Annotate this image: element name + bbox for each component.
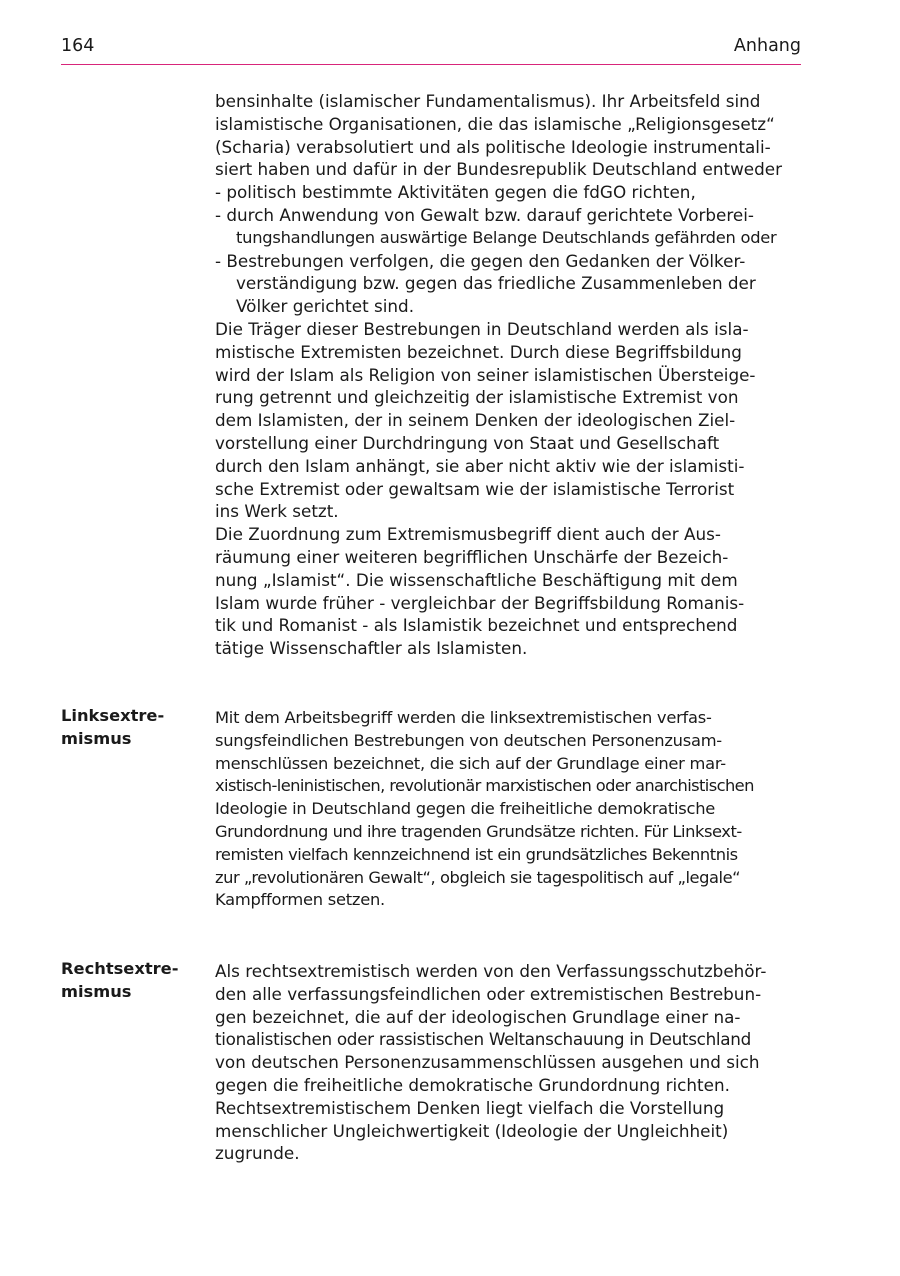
list-item-continuation: Völker gerichtet sind.: [236, 296, 415, 317]
text-line: Als rechtsextremistisch werden von den Verfassungsschutzbehör-: [215, 961, 767, 981]
text-line: Kampfformen setzen.: [215, 890, 385, 910]
intro-text: [215, 90, 815, 660]
list-item: - durch Anwendung von Gewalt bzw. darauf gerichtete Vorberei-: [215, 204, 754, 225]
text-line: tätige Wissenschaftler als Islamisten.: [215, 638, 528, 659]
definition-linksextremismus: [215, 707, 815, 912]
text-line: durch den Islam anhängt, sie aber nicht aktiv wie der islamisti-: [215, 455, 745, 476]
text-line: menschlüssen bezeichnet, die sich auf der Grundlage einer mar-: [215, 753, 726, 773]
list-item: - politisch bestimmte Aktivitäten gegen die fdGO richten,: [215, 182, 696, 203]
text-line: menschlicher Ungleichwertigkeit (Ideologie der Ungleichheit): [215, 1120, 729, 1141]
definition-rechtsextremismus: [215, 960, 815, 1165]
text-line: remisten vielfach kennzeichnend ist ein grundsätzliches Bekenntnis: [215, 844, 738, 864]
page-header: [61, 36, 801, 65]
text-line: rung getrennt und gleichzeitig der islamistische Extremist von: [215, 387, 739, 408]
list-item-continuation: verständigung bzw. gegen das friedliche Zusammenleben der: [236, 273, 756, 294]
text-line: nung „Islamist“. Die wissenschaftliche Beschäftigung mit dem: [215, 569, 738, 590]
text-line: Rechtsextremistischem Denken liegt vielfach die Vorstellung: [215, 1097, 725, 1118]
text-line: bensinhalte (islamischer Fundamentalismus). Ihr Arbeitsfeld sind: [215, 91, 761, 111]
text-line: zur „revolutionären Gewalt“, obgleich sie tagespolitisch auf „legale“: [215, 867, 741, 887]
text-line: Islam wurde früher - vergleichbar der Begriffsbildung Romanis-: [215, 592, 745, 613]
text-line: Die Zuordnung zum Extremismusbegriff dient auch der Aus-: [215, 524, 721, 545]
term-line: Linksextre-: [61, 706, 165, 725]
text-line: gegen die freiheitliche demokratische Grundordnung richten.: [215, 1074, 730, 1095]
text-line: xistisch-leninistischen, revolutionär marxistischen oder anarchistischen: [215, 776, 754, 796]
text-line: tionalistischen oder rassistischen Weltanschauung in Deutschland: [215, 1029, 751, 1050]
text-line: Mit dem Arbeitsbegriff werden die linksextremistischen verfas-: [215, 708, 712, 727]
text-line: Die Träger dieser Bestrebungen in Deutschland werden als isla-: [215, 318, 749, 339]
page-number: 164: [61, 36, 95, 56]
text-line: siert haben und dafür in der Bundesrepublik Deutschland entweder: [215, 159, 782, 180]
text-line: sungsfeindlichen Bestrebungen von deutschen Personenzusam-: [215, 730, 722, 750]
list-item: - Bestrebungen verfolgen, die gegen den Gedanken der Völker-: [215, 250, 746, 271]
term-line: Rechtsextre-: [61, 959, 179, 978]
text-line: (Scharia) verabsolutiert und als politische Ideologie instrumentali-: [215, 136, 771, 157]
text-line: ins Werk setzt.: [215, 501, 339, 522]
text-line: räumung einer weiteren begrifflichen Unschärfe der Bezeich-: [215, 546, 729, 567]
list-item-continuation: tungshandlungen auswärtige Belange Deutschlands gefährden oder: [236, 227, 777, 247]
text-line: den alle verfassungsfeindlichen oder extremistischen Bestrebun-: [215, 983, 762, 1004]
term-linksextremismus: [61, 705, 164, 750]
text-line: gen bezeichnet, die auf der ideologischen Grundlage einer na-: [215, 1006, 741, 1027]
text-line: vorstellung einer Durchdringung von Staat und Gesellschaft: [215, 432, 720, 453]
text-line: von deutschen Personenzusammenschlüssen ausgehen und sich: [215, 1052, 760, 1073]
text-line: tik und Romanist - als Islamistik bezeichnet und entsprechend: [215, 615, 738, 636]
term-line: mismus: [61, 981, 132, 1001]
text-line: Grundordnung und ihre tragenden Grundsätze richten. Für Linksext-: [215, 821, 742, 841]
text-line: wird der Islam als Religion von seiner islamistischen Übersteige-: [215, 364, 756, 385]
text-line: mistische Extremisten bezeichnet. Durch diese Begriffsbildung: [215, 341, 742, 362]
text-line: sche Extremist oder gewaltsam wie der islamistische Terrorist: [215, 478, 735, 499]
text-line: islamistische Organisationen, die das islamische „Religionsgesetz“: [215, 113, 775, 134]
text-line: dem Islamisten, der in seinem Denken der ideologischen Ziel-: [215, 410, 736, 431]
term-line: mismus: [61, 728, 132, 748]
term-rechtsextremismus: [61, 958, 178, 1003]
section-title: Anhang: [733, 36, 801, 56]
text-line: Ideologie in Deutschland gegen die freiheitliche demokratische: [215, 799, 716, 819]
text-line: zugrunde.: [215, 1143, 300, 1164]
